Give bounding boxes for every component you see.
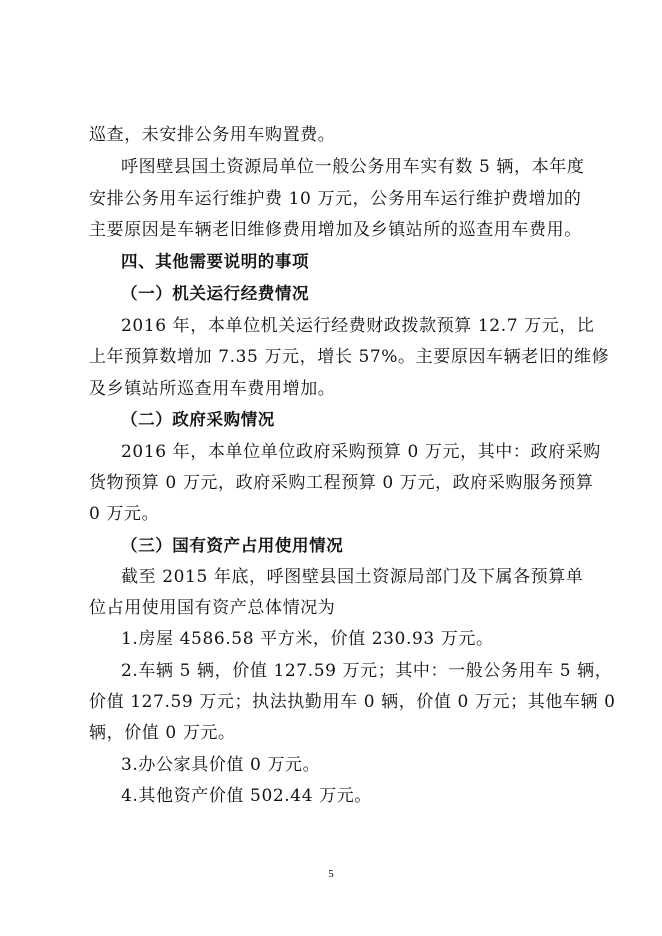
subsection-heading: （三）国有资产占用使用情况 (121, 536, 344, 555)
list-item: 3.办公家具价值 0 万元。 (121, 755, 321, 775)
list-item: 4.其他资产价值 502.44 万元。 (121, 786, 372, 806)
subsection-heading: （二）政府采购情况 (121, 410, 275, 429)
paragraph-line: 及乡镇站所巡查用车费用增加。 (89, 379, 336, 399)
paragraph-line: 货物预算 0 万元，政府采购工程预算 0 万元，政府采购服务预算 (89, 473, 594, 493)
paragraph-line: 巡查，未安排公务用车购置费。 (89, 125, 336, 145)
page-number: 5 (328, 868, 334, 880)
list-item: 1.房屋 4586.58 平方米，价值 230.93 万元。 (121, 629, 494, 649)
subsection-heading: （一）机关运行经费情况 (121, 284, 310, 303)
paragraph-line: 安排公务用车运行维护费 10 万元，公务用车运行维护费增加的 (89, 189, 582, 209)
paragraph-line: 呼图壁县国土资源局单位一般公务用车实有数 5 辆，本年度 (121, 157, 585, 177)
paragraph-line: 主要原因是车辆老旧维修费用增加及乡镇站所的巡查用车费用。 (89, 220, 582, 240)
list-item: 2.车辆 5 辆，价值 127.59 万元；其中：一般公务用车 5 辆， (121, 661, 613, 681)
paragraph-line: 位占用使用国有资产总体情况为 (89, 598, 336, 618)
paragraph-line: 2016 年，本单位单位政府采购预算 0 万元，其中：政府采购 (121, 442, 601, 462)
paragraph-line: 上年预算数增加 7.35 万元，增长 57%。主要原因车辆老旧的维修 (89, 347, 610, 367)
paragraph-line: 2016 年，本单位机关运行经费财政拨款预算 12.7 万元，比 (121, 316, 595, 336)
paragraph-line: 截至 2015 年底，呼图壁县国土资源局部门及下属各预算单 (121, 567, 584, 587)
list-item: 价值 127.59 万元；执法执勤用车 0 辆，价值 0 万元；其他车辆 0 (89, 692, 616, 712)
paragraph-line: 0 万元。 (89, 504, 160, 524)
section-heading: 四、其他需要说明的事项 (121, 252, 310, 271)
list-item: 辆，价值 0 万元。 (89, 723, 236, 743)
